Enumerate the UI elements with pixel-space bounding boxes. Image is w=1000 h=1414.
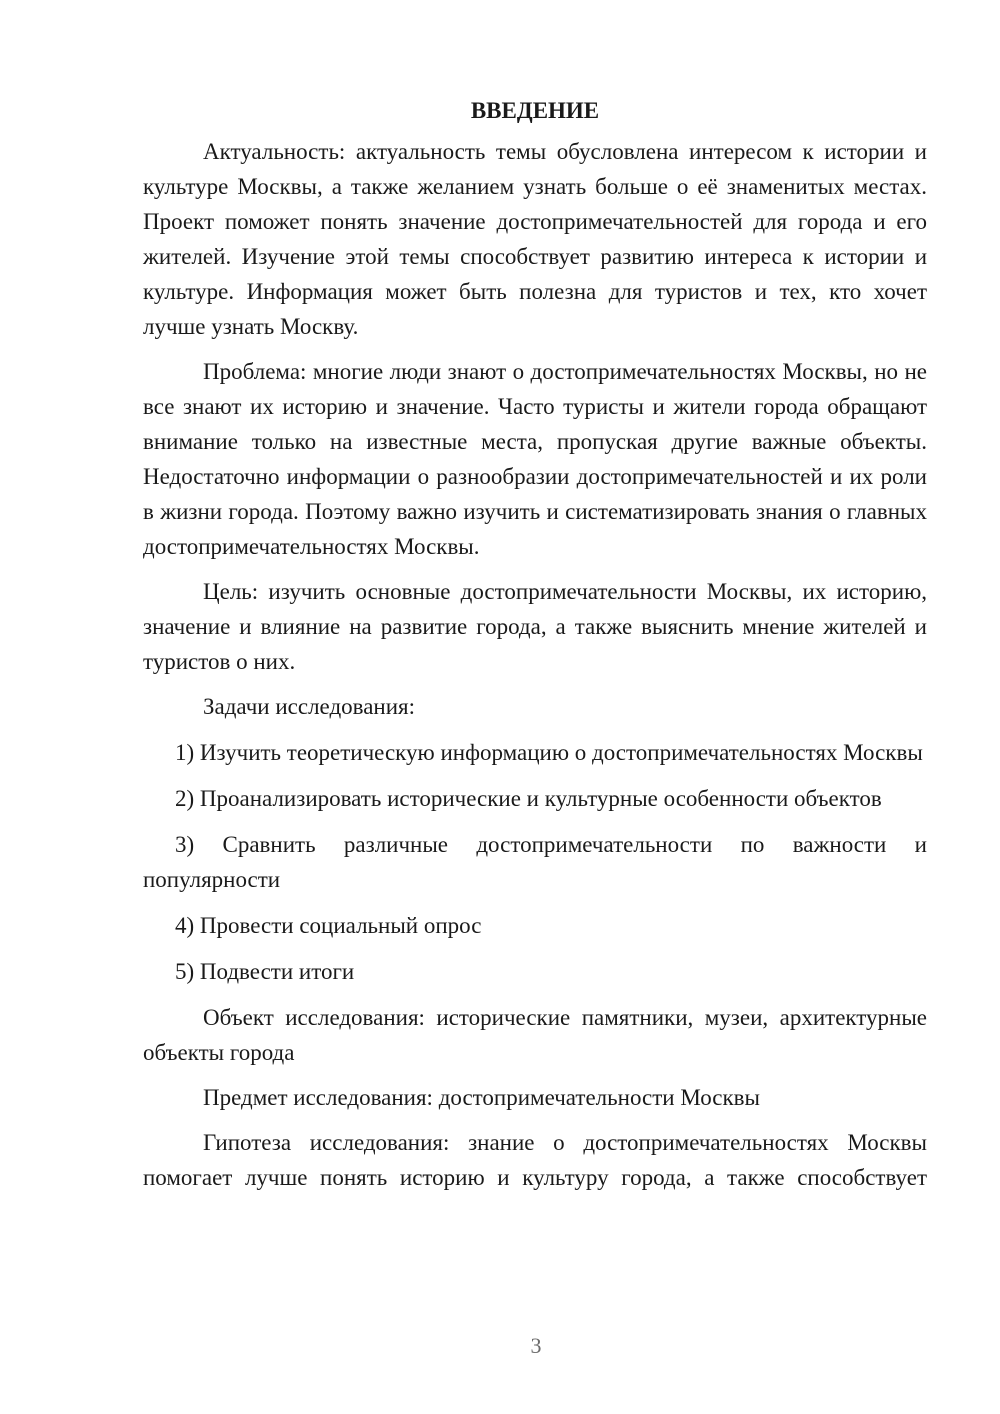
tasks-heading: Задачи исследования: [203, 694, 416, 719]
object-paragraph: Объект исследования: исторические памятники, музеи, архитектурные объекты города [143, 1005, 927, 1065]
problem-paragraph: Проблема: многие люди знают о достопримечательностях Москвы, но не все знают их историю и значение. Часто туристы и жители города обращают внимание только на известные места, пропуская другие важные объекты. Недостаточно информации о разнообразии достопримечательностей и их роли в жизни города. Поэтому важно изучить и систематизировать знания о главных достопримечательностях Москвы. [143, 359, 927, 559]
goal-paragraph: Цель: изучить основные достопримечательности Москвы, их историю, значение и влияние на развитие города, а также выяснить мнение жителей и туристов о них. [143, 579, 927, 674]
subject-paragraph: Предмет исследования: достопримечательности Москвы [203, 1085, 760, 1110]
tasks-list [143, 735, 927, 989]
hypothesis-paragraph: Гипотеза исследования: знание о достопримечательностях Москвы помогает лучше понять историю и культуру города, а также способствует [143, 1130, 927, 1190]
relevance-paragraph: Актуальность: актуальность темы обусловлена интересом к истории и культуре Москвы, а также желанием узнать больше о её знаменитых местах. Проект поможет понять значение достопримечательностей для города и его жителей. Изучение этой темы способствует развитию интереса к истории и культуре. Информация может быть полезна для туристов и тех, кто хочет лучше узнать Москву. [143, 139, 927, 339]
task-item: 3) Сравнить различные достопримечательности по важности и популярности [143, 832, 927, 892]
document-page [143, 96, 927, 1205]
page-number: 3 [530, 1333, 542, 1358]
task-item: 4) Провести социальный опрос [175, 913, 482, 938]
section-title: ВВЕДЕНИЕ [470, 98, 600, 123]
task-item: 2) Проанализировать исторические и культурные особенности объектов [175, 786, 882, 811]
task-item: 5) Подвести итоги [175, 959, 355, 984]
task-item: 1) Изучить теоретическую информацию о достопримечательностях Москвы [175, 740, 923, 765]
